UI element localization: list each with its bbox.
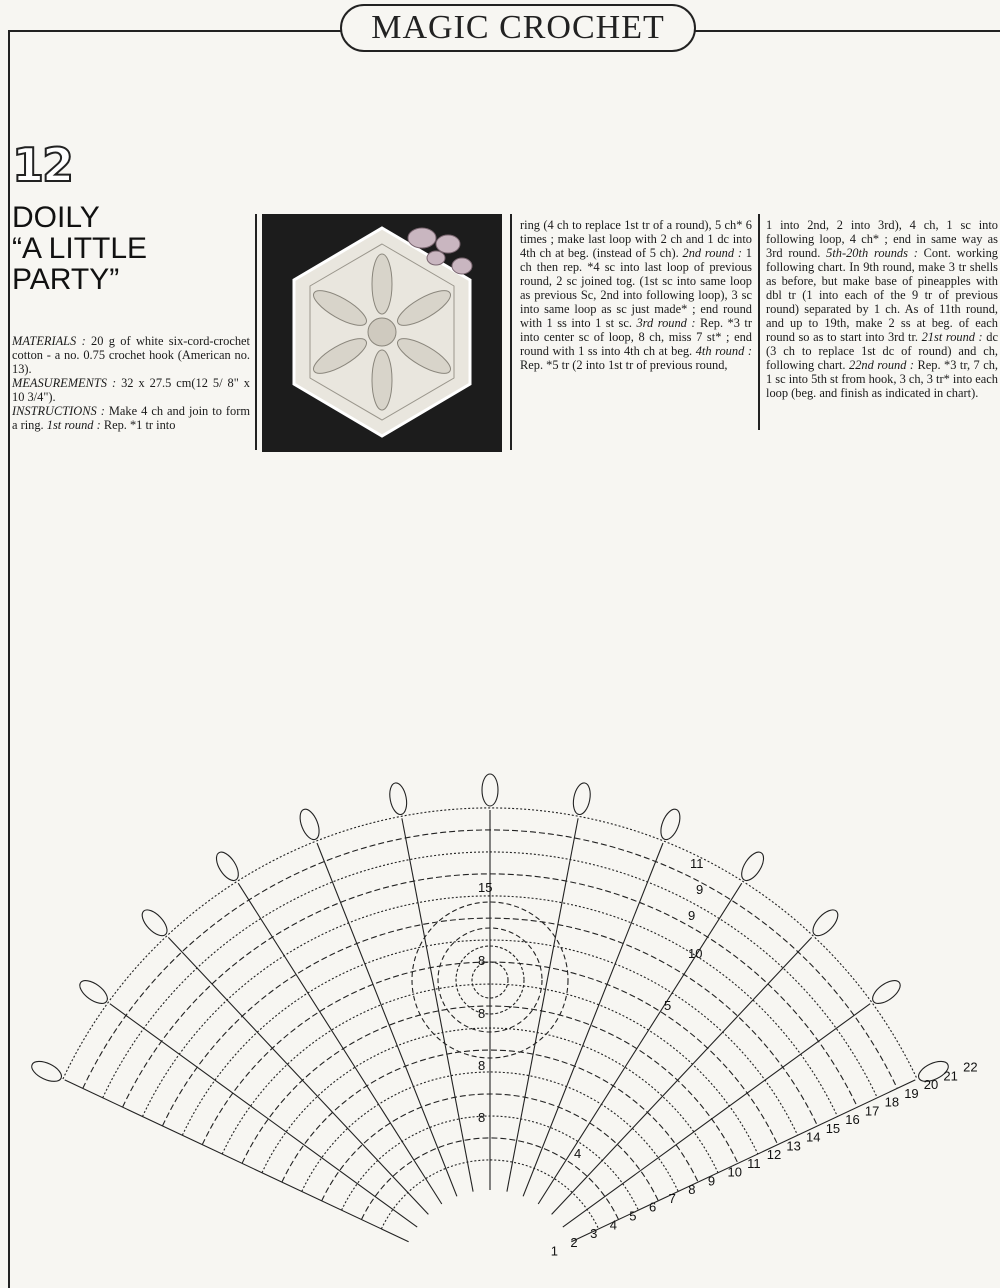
chart-picot xyxy=(296,807,323,843)
round-number-label: 8 xyxy=(688,1182,696,1198)
chart-inner-label: 8 xyxy=(478,1110,486,1125)
masthead-title: MAGIC CROCHET xyxy=(371,9,665,46)
page-border xyxy=(8,30,10,1288)
chart-picot xyxy=(138,906,172,940)
materials-column xyxy=(12,334,250,432)
round-number-label: 5 xyxy=(629,1208,637,1224)
instructions-text: ring (4 ch to replace 1st tr of a round), 5 ch* 6 times ; make last loop with 2 ch and 1 dc into 4th ch at beg. (instead of 5 ch). xyxy=(520,218,752,260)
instructions-text: Rep. *1 tr into xyxy=(103,418,176,432)
chart-inner-label: 8 xyxy=(478,1006,486,1021)
chart-picot xyxy=(29,1057,65,1085)
pattern-title xyxy=(12,202,252,295)
doily-photo xyxy=(262,214,502,452)
instructions-text: 1 into 2nd, 2 into 3rd), 4 ch, 1 sc into following loop, 4 ch* ; end in same way as 3rd round. xyxy=(766,218,998,260)
materials-text: 20 g of white six-cord-crochet cotton - a no. 0.75 crochet hook (American no. 13). xyxy=(12,334,250,376)
masthead xyxy=(340,4,696,52)
round-number-label: 22 xyxy=(963,1059,978,1075)
round-label: 4th round : xyxy=(695,344,752,358)
chart-inner-label: 8 xyxy=(478,953,486,968)
chart-inner-label: 15 xyxy=(478,880,493,895)
instructions-text: Rep. *3 tr, 7 ch, 1 sc into 5th st from hook, 3 ch, 3 tr* into each loop (beg. and finish as indicated in chart). xyxy=(766,358,998,400)
round-label: 2nd round : xyxy=(682,246,742,260)
pattern-number: 12 xyxy=(12,138,73,192)
chart-picot xyxy=(571,781,593,815)
round-number-label: 19 xyxy=(904,1085,919,1101)
instructions-text: dc (3 ch to replace 1st dc of round) and ch, following chart. xyxy=(766,330,998,372)
round-number-label: 16 xyxy=(845,1112,860,1128)
round-label: 22nd round : xyxy=(849,358,915,372)
chart-picot xyxy=(869,976,904,1008)
instructions-text: Rep. *5 tr (2 into 1st tr of previous round, xyxy=(520,358,728,372)
chart-inner-label: 9 xyxy=(688,908,696,923)
chart-spoke xyxy=(523,843,663,1196)
column-rule xyxy=(758,214,760,430)
chart-inner-label: 11 xyxy=(690,856,704,871)
measurements-label: MEASUREMENTS : xyxy=(12,376,117,390)
materials-label: MATERIALS : xyxy=(12,334,86,348)
round-number-label: 12 xyxy=(766,1147,782,1163)
round-number-label: 13 xyxy=(786,1138,801,1154)
round-number-label: 9 xyxy=(707,1173,716,1189)
chart-spoke xyxy=(65,1080,409,1242)
page-border-top-right xyxy=(690,30,1000,32)
round-label: 21st round : xyxy=(921,330,983,344)
crochet-chart xyxy=(140,510,978,1280)
round-number-label: 4 xyxy=(609,1217,617,1233)
chart-spoke xyxy=(317,843,457,1196)
chart-picot xyxy=(76,976,111,1008)
chart-inner-label: 5 xyxy=(664,998,672,1013)
chart-picot xyxy=(657,807,684,843)
chart-picot xyxy=(387,781,409,815)
round-number-label: 1 xyxy=(550,1243,559,1259)
round-number-label: 7 xyxy=(668,1191,676,1206)
instructions-column-3 xyxy=(766,218,998,400)
round-label: 3rd round : xyxy=(636,316,696,330)
round-label: 1st round : xyxy=(46,418,101,432)
chart-inner-label: 10 xyxy=(688,946,703,961)
measurements-text: 32 x 27.5 cm(12 5/ 8" x 10 3/4"). xyxy=(12,376,250,404)
title-line: DOILY xyxy=(12,201,100,234)
chart-picot xyxy=(737,849,768,885)
chart-spoke xyxy=(571,1080,915,1242)
chart-picot xyxy=(482,774,498,806)
chart-picot xyxy=(212,849,243,885)
round-number-label: 17 xyxy=(864,1103,880,1119)
round-number-label: 15 xyxy=(825,1120,841,1136)
column-rule xyxy=(255,214,257,450)
round-number-label: 20 xyxy=(923,1077,939,1092)
chart-inner-label: 4 xyxy=(574,1146,582,1161)
title-line: PARTY” xyxy=(12,263,120,296)
round-number-label: 2 xyxy=(570,1234,578,1250)
page-border-top-left xyxy=(8,30,346,32)
chart-inner-label: 9 xyxy=(696,882,704,897)
round-number-label: 11 xyxy=(747,1155,761,1171)
round-number-label: 6 xyxy=(649,1199,657,1215)
round-number-label: 18 xyxy=(884,1094,900,1110)
round-number-label: 3 xyxy=(590,1226,598,1241)
instructions-label: INSTRUCTIONS : xyxy=(12,404,105,418)
instructions-column-2 xyxy=(520,218,752,372)
round-number-label: 14 xyxy=(806,1129,821,1145)
round-label: 5th-20th rounds : xyxy=(826,246,918,260)
chart-inner-label: 8 xyxy=(478,1058,486,1073)
instructions-text: Rep. *3 tr into center sc of loop, 8 ch, miss 7 st* ; end round with 1 ss into 4th ch at beg. xyxy=(520,316,753,358)
instructions-text: Cont. working following chart. In 9th round, make 3 tr shells as before, but make base of pineapples with dbl tr (1 into each of the 9 tr of previous round) separated by 1 ch. As of 11th round, and up to 19th, make 2 ss at beg. of each round so as to start into 3rd tr. xyxy=(766,246,998,344)
instructions-text: Make 4 ch and join to form a ring. xyxy=(12,404,250,432)
chart-spoke xyxy=(563,1004,870,1227)
instructions-text: 1 ch then rep. *4 sc into last loop of previous round, 2 sc joined tog. (1st sc into same loop as previous Sc, 2nd into following loop), 3 sc into same loop as sc just made* ; end round with 1 ss into 1 st sc. xyxy=(520,246,752,330)
round-number-label: 21 xyxy=(943,1068,958,1084)
round-number-label: 10 xyxy=(727,1164,742,1180)
column-rule xyxy=(510,214,512,450)
chart-picot xyxy=(809,906,843,940)
title-line: “A LITTLE xyxy=(12,232,148,265)
chart-spoke xyxy=(110,1004,417,1227)
